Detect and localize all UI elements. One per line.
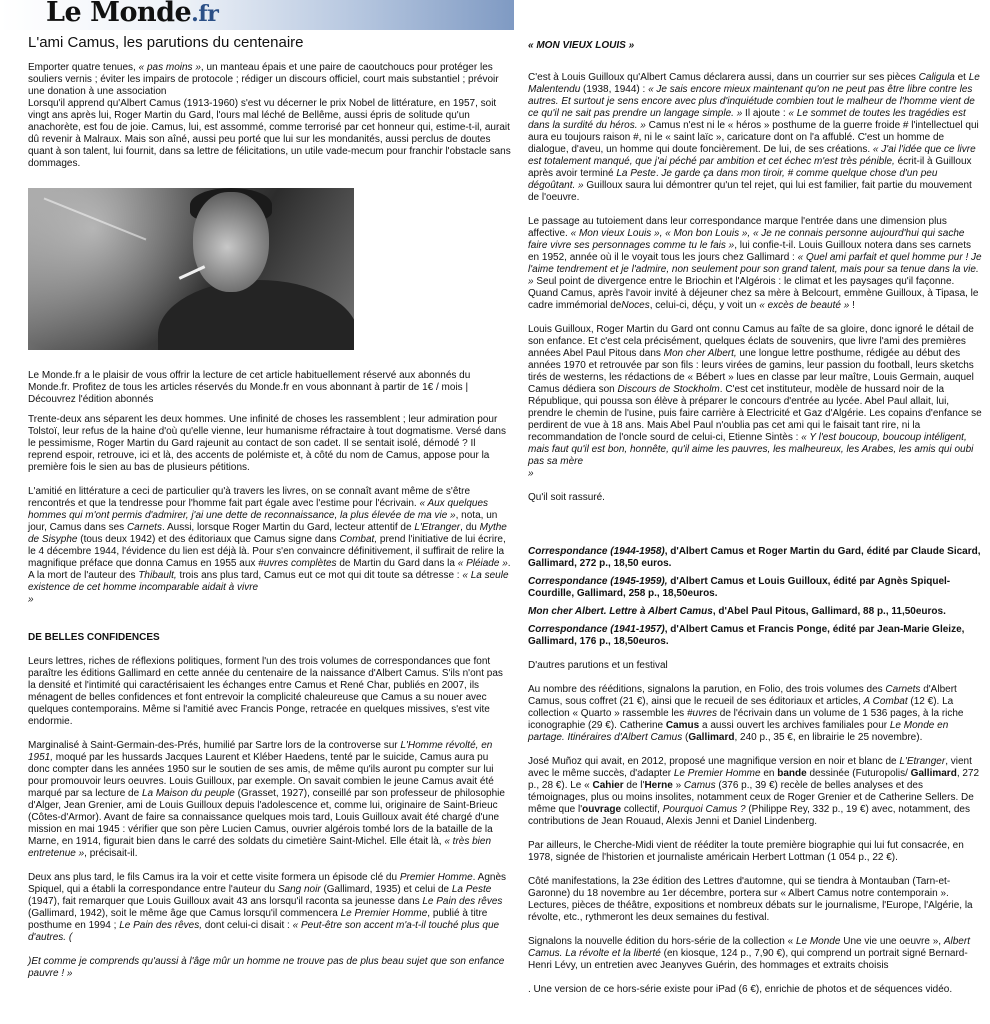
text-run: , vient avec le même succès, d'adapter	[528, 756, 972, 779]
text-run: Louis Guilloux, Roger Martin du Gard ont connu Camus au faîte de sa gloire, donc ignoré le détail de son enfance. Et c'est cela précisément, quelques éclats de souvenirs, que livre l'ami des premières années Abel Paul Pitous dans	[528, 324, 974, 359]
masthead	[0, 0, 514, 30]
text-run: (	[682, 732, 689, 743]
text-run: , d'Albert Camus et Francis Ponge, édité par Jean-Marie Gleize, Gallimard, 176 p., 18,50euros.	[528, 624, 965, 647]
text-run: Combat,	[339, 534, 378, 545]
bibliography-entry	[528, 576, 984, 600]
text-run: . Une version de ce hors-série existe pour iPad (6 €), enrichie de photos et de séquences vidéo.	[528, 984, 953, 995]
text-run: Correspondance (1945-1959),	[528, 576, 668, 587]
paragraph	[528, 684, 984, 744]
text-run: a aussi ouvert les archives familiales pour	[699, 720, 890, 731]
text-run: Deux ans plus tard, le fils Camus ira la voir et cette visite formera un épisode clé du	[28, 872, 400, 883]
text-run: prend l'initiative de lui écrire, le 4 décembre 1944, l'évidence du lien est déjà là. Pour s'en convaincre définitivement, il suffirait de relire la magnifique préface que donna Camus en 1955 aux	[28, 534, 506, 569]
paragraph	[528, 840, 984, 864]
text-run: de l'	[623, 780, 645, 791]
text-run: #uvres complètes	[258, 558, 337, 569]
text-run: (en kiosque, 124 p., 7,90 €), qui comprend un portrait signé Bernard-Henri Lévy, un entretien avec Jeanyves Guérin, des hommages et extraits choisis	[528, 948, 968, 971]
text-run: L'Etranger	[414, 522, 461, 533]
text-run: Côté manifestations, la 23e édition des Lettres d'automne, qui se tiendra à Montauban (Tarn-et-Garonne) du 18 novembre au 1er décembre, portera sur « Albert Camus notre contemporain ». Lectures, pièces de théâtre, expositions et nombreux débats sur le journalisme, l'Europe, l'Algérie, la révolte, etc., rythmeront les deux semaines du festival.	[528, 876, 973, 923]
text-run: Leurs lettres, riches de réflexions politiques, forment l'un des trois volumes de correspondances que font paraître les éditions Gallimard en cette année du centenaire de la naissance d'Albert Camus. S'ils n'ont pas la densité et l'intimité qui caractérisaient les échanges entre Camus et René Char, publiés en 2007, ils ménagent de belles confidences et font entrevoir la complicité chaleureuse que Camus a su nouer avec quelques contemporains. Même si l'amitié avec Francis Ponge, retracée en quelques missives, s'est vite endormie.	[28, 656, 503, 727]
text-run: , celui-ci, déçu, y voit un	[649, 300, 760, 311]
text-run: Mon cher Albert. Lettre à Albert Camus	[528, 606, 713, 617]
text-run: Seul point de divergence entre le Briochin et l'Algérois : le climat et les paysages qu'il façonne. Quand Camus, après l'avoir invité à déjeuner chez sa mère à Belcourt, emmène Guilloux, à Tipasa, le cadre immémorial de	[528, 276, 979, 311]
text-run: . Aussi, lorsque Roger Martin du Gard, lecteur attentif de	[161, 522, 415, 533]
body-section-1	[28, 414, 512, 618]
text-run: (tous deux 1942) et des éditoriaux que Camus signe dans	[77, 534, 340, 545]
body-section-2	[28, 656, 512, 992]
text-run: (Gallimard, 1935) et celui de	[320, 884, 452, 895]
text-run: , 272 p., 28 €). Le «	[528, 768, 980, 791]
text-run: Sang noir	[277, 884, 321, 895]
text-run: Cahier	[592, 780, 624, 791]
left-column	[28, 34, 512, 992]
text-run: , précisait-il.	[84, 848, 138, 859]
text-run: (1938, 1944) :	[580, 84, 649, 95]
text-run: Discours de Stockholm	[617, 384, 720, 395]
text-run: )Et comme je comprends qu'aussi à l'âge mûr un homme ne trouve pas de plus beau sujet que son enfance pauvre ! »	[28, 956, 505, 979]
text-run: « Je sais encore mieux maintenant qu'on ne peut pas être libre contre les autres. Et surtout je sens encore avec plus d'inquiétude combien tout le malheur de l'homme vient de ce qu'il ne sait pas prendre un langage simple. »	[528, 84, 975, 119]
paragraph	[28, 594, 512, 606]
subscriber-caption: Le Monde.fr a le plaisir de vous offrir la lecture de cet article habituellement réservé aux abonnés du Monde.fr. Profitez de tous les articles réservés du Monde.fr en vous abonnant à partir de 1€ / mois | Découvrez l'édition abonnés	[28, 370, 471, 405]
text-run: Marginalisé à Saint-Germain-des-Prés, humilié par Sartre lors de la controverse sur	[28, 740, 401, 751]
article-title: L'ami Camus, les parutions du centenaire	[28, 34, 304, 51]
text-run: L'amitié en littérature a ceci de particulier qu'à travers les livres, on se connaît avant même de s'être rencontrés et que la tendresse pour l'homme fait part égale avec l'estime pour l'écrivain.	[28, 486, 471, 509]
text-run: Le Premier Homme	[673, 768, 761, 779]
text-run: . Agnès Spiquel, qui a établi la correspondance entre l'auteur du	[28, 872, 506, 895]
paragraph	[528, 216, 984, 312]
logo-text: Le Monde	[46, 0, 192, 28]
text-run: « La seule existence de cet homme incomparable aidait à vivre	[28, 570, 509, 593]
text-run: de Martin du Gard dans la	[336, 558, 458, 569]
text-run: « excès de beauté »	[759, 300, 850, 311]
text-run: .	[655, 168, 662, 179]
paragraph	[28, 656, 512, 728]
text-run: , d'Abel Paul Pitous, Gallimard, 88 p., 11,50euros.	[712, 606, 946, 617]
text-run: Albert Camus. La révolte et la liberté	[528, 936, 970, 959]
text-run: Guilloux saura lui démontrer qu'un tel rejet, qui lui est familier, fait partie du mouvement de l'oeuvre.	[528, 180, 972, 203]
bibliography-entry	[528, 624, 984, 648]
text-run: Je garde ça dans mon tiroir, # comme quelque chose d'un peu dégoûtant. »	[528, 168, 938, 191]
text-run: (1947), fait remarquer que Louis Guilloux avait 43 ans lorsqu'il raconta sa jeunesse dans	[28, 896, 423, 907]
text-run: Noces	[621, 300, 650, 311]
text-run: , d'Albert Camus et Roger Martin du Gard, édité par Claude Sicard, Gallimard, 272 p., 18,50 euros.	[528, 546, 981, 569]
text-run: Thibault,	[138, 570, 177, 581]
text-run: dont celui-ci disait :	[202, 920, 293, 931]
bibliography-entry	[528, 546, 984, 570]
body-section-3	[528, 72, 984, 516]
text-run: Camus	[665, 720, 700, 731]
text-run: Le passage au tutoiement dans leur correspondance marque l'entrée dans une dimension plus affective.	[528, 216, 947, 239]
text-run: , nota, un jour, Camus dans ses	[28, 510, 498, 533]
text-run: . C'est cet instituteur, modèle de hussard noir de la République, qui poussa son élève à préparer le concours d'entrée au lycée. Abel Paul allait, lui, prendre le chemin de l'usine, puis faire carrière à Electricité et Gaz d'Algérie. Les copains d'enfance se perdirent de vue à 18 ans. Mais Abel Paul n'oublia pas cet ami qui le faisait tant rire, ni la recommandation de l'oncle sourd de celui-ci, Etienne Sintès :	[528, 384, 982, 443]
text-run: moqué par les hussards Jacques Laurent et Kléber Haedens, tenté par le suicide, Camus aura pu donc compter dans les années 1950 sur le soutien de ses amis, de même qu'ils auront pu compter sur lui pour promouvoir leurs oeuvres. Louis Guilloux, par exemple. On savait combien le jeune Camus avait été marqué par sa lecture de	[28, 752, 494, 799]
text-run: collectif,	[621, 804, 663, 815]
text-run: !	[849, 300, 855, 311]
section-heading-mon-vieux-louis: « MON VIEUX LOUIS »	[528, 40, 635, 51]
text-run: « Le sommet de toutes les tragédies est dans la surdité du héros. »	[528, 108, 966, 131]
paragraph	[28, 62, 512, 98]
text-run: Camus	[683, 780, 716, 791]
text-run: Caligula	[918, 72, 955, 83]
text-run: en	[760, 768, 778, 779]
text-run: « Y l'est boucoup, boucoup intéligent, mais faut qu'il est bon, honnête, qu'il aime les pauvres, les malheureux, les Arabes, les amis qui oubi pas sa mère	[528, 432, 974, 467]
text-run: de l'écrivain dans un volume de 1 536 pages, à la riche iconographie (29 €). Catherine	[528, 708, 964, 731]
text-run: « Mon vieux Louis », « Mon bon Louis », « Je ne connais personne aujourd'hui qui sache faire vivre ses personnages comme tu le fais »	[528, 228, 965, 251]
text-run: Mythe de Sisyphe	[28, 522, 507, 545]
text-run: d'Albert Camus et Louis Guilloux, édité par Agnès Spiquel-Courdille, Gallimard, 258 p., 18,50euros.	[528, 576, 951, 599]
text-run: « Quel ami parfait et quel homme pur ! Je l'aime tendrement et je l'admire, non seulement pour son grand talent, mais pour sa tenue dans la vie. »	[528, 252, 982, 287]
text-run: , du	[460, 522, 480, 533]
text-run: dessinée (Futuropolis/	[806, 768, 911, 779]
paragraph	[528, 876, 984, 924]
text-run: , 240 p., 35 €, en librairie le 25 novembre).	[734, 732, 923, 743]
paragraph	[28, 740, 512, 860]
paragraph	[528, 660, 984, 672]
text-run: Qu'il soit rassuré.	[528, 492, 605, 503]
paragraph	[528, 936, 984, 972]
text-run: Herne	[644, 780, 673, 791]
text-run: (12 €). La collection « Quarto » rassemble les	[528, 696, 954, 719]
text-run: »	[28, 594, 34, 605]
paragraph	[528, 324, 984, 468]
text-run: C'est à Louis Guilloux qu'Albert Camus déclarera aussi, dans un courrier sur ses pièces	[528, 72, 919, 83]
text-run: »	[528, 468, 534, 479]
right-column	[528, 40, 984, 1008]
bibliography-entry	[528, 606, 984, 618]
text-run: Trente-deux ans séparent les deux hommes. Une infinité de choses les rassemblent ; leur admiration pour Tolstoï, leur refus de la haine d'où qu'elle vienne, leur humanisme réfractaire à tout dogmatisme. Versé dans le pessimisme, Roger Martin du Gard rajeunit au contact de son cadet. Il se sentait isolé, démodé ? Il reprend espoir, retrouve, ici et là, des accents de polémiste et, à côté du nom de Camus, appose pour la première fois le sien au bas de plusieurs pétitions.	[28, 414, 506, 473]
text-run: . A la mort de l'auteur des	[28, 558, 511, 581]
text-run: Correspondance (1941-1957)	[528, 624, 665, 635]
text-run: Le Pain des rêves,	[119, 920, 203, 931]
text-run: Mon cher Albert,	[663, 348, 737, 359]
text-run: Au nombre des rééditions, signalons la parution, en Folio, des trois volumes des	[528, 684, 886, 695]
text-run: (Philippe Rey, 332 p., 19 €) avec, notamment, des contributions de Jean Rouaud, Alexis Jenni et Daniel Lindenberg.	[528, 804, 970, 827]
text-run: L'Etranger	[899, 756, 946, 767]
section-heading-confidences: DE BELLES CONFIDENCES	[28, 632, 160, 643]
text-run: Par ailleurs, le Cherche-Midi vient de rééditer la toute première biographie qui lui fut consacrée, en 1978, signée de l'historien et journaliste américain Herbert Lottman (1 054 p., 22 €).	[528, 840, 964, 863]
text-run: bande	[777, 768, 807, 779]
text-run: une longue lettre posthume, rédigée au début des années 1970 et retrouvée par son fils : leurs virées de gamins, leur passion du football, leurs sketchs tirés de westerns, les rédactions de « Bébert » lues en classe par leur maître, Louis Germain, auquel Camus dédiera son	[528, 348, 974, 395]
text-run: (376 p., 39 €) recèle de belles analyses et des témoignages, plus ou moins insolites, notamment ceux de Roger Grenier et de Catherine Sellers. De même que l'	[528, 780, 974, 815]
text-run: #uvres	[686, 708, 717, 719]
paragraph	[528, 72, 984, 204]
text-run: Gallimard	[910, 768, 957, 779]
paragraph	[28, 872, 512, 944]
text-run: Il ajoute :	[742, 108, 789, 119]
text-run: La Maison du peuple	[141, 788, 235, 799]
paragraph	[528, 492, 984, 504]
camus-photo	[28, 188, 354, 350]
text-run: Le Pain des rêves	[422, 896, 503, 907]
text-run: L'Homme révolté, en 1951,	[28, 740, 493, 763]
text-run: « pas moins »	[138, 62, 201, 73]
paragraph	[528, 756, 984, 828]
text-run: , un manteau épais et une paire de caoutchoucs pour protéger les souliers vernis ; éviter les impairs de protocole ; rédiger un discours officiel, court mais substantiel ; prévoir une donation à une association	[28, 62, 499, 97]
text-run: Premier Homme	[399, 872, 473, 883]
text-run: Une vie une oeuvre »,	[840, 936, 944, 947]
text-run: « J'ai l'idée que ce livre est totalement manqué, que j'ai péché par ambition et cet échec m'est très pénible,	[528, 144, 976, 167]
paragraph	[28, 956, 512, 980]
text-run: Carnets	[126, 522, 162, 533]
text-run: « Peut-être son accent m'a-t-il touché plus que d'autres. (	[28, 920, 500, 943]
paragraph	[528, 468, 984, 480]
text-run: Emporter quatre tenues,	[28, 62, 139, 73]
text-run: , publié à titre posthume en 1994 ;	[28, 908, 488, 931]
text-run: »	[672, 780, 684, 791]
text-run: écrit-il à Guilloux après avoir terminé	[528, 156, 972, 179]
text-run: (Gallimard, 1942), soit le même âge que Camus lorsqu'il commencera	[28, 908, 341, 919]
text-run: « Pléiade »	[457, 558, 508, 569]
text-run: ouvrage	[582, 804, 622, 815]
logo-suffix: .fr	[191, 1, 219, 27]
text-run: « Aux quelques hommes qui m'ont permis d'admirer, j'ai une dette de reconnaissance, la plus élevée de ma vie »	[28, 498, 489, 521]
text-run: Le Monde en partage. Itinéraires d'Albert Camus	[528, 720, 949, 743]
body-section-4	[528, 660, 984, 1008]
le-monde-logo[interactable]	[46, 0, 218, 30]
text-run: d'Albert Camus, sous coffret (21 €), ainsi que le recueil de ses éditoriaux et articles,	[528, 684, 957, 707]
text-run: Lorsqu'il apprend qu'Albert Camus (1913-1960) s'est vu décerner le prix Nobel de littérature, en 1957, soit vingt ans après lui, Roger Martin du Gard, l'ours mal léché de Bellême, aussi épris de solitude qu'un anachorète, est fou de joie. Camus, lui, est assommé, comme terrorisé par cet honneur qui, estime-t-il, aurait dû revenir à Malraux. Mais son aîné, aussi peu porté que lui sur les mondanités, aussi perclus de doutes quant à son talent, lui fournit, dans sa lettre de félicitations, un utile vade-mecum pour franchir l'obstacle sans dommages.	[28, 98, 511, 169]
paragraph	[528, 984, 984, 996]
bibliography	[528, 546, 984, 660]
text-run: Gallimard	[688, 732, 735, 743]
text-run: Signalons la nouvelle édition du hors-série de la collection «	[528, 936, 796, 947]
paragraph	[28, 414, 512, 474]
text-run: (Grasset, 1927), conseillé par son professeur de philosophie d'Alger, Jean Grenier, ami de Louis Guilloux depuis l'adolescence et, comme lui, originaire de Saint-Brieuc (Côtes-d'Armor). Avant de faire sa connaissance quelques mois tard, Louis Guilloux avait été chargé d'une mission en mai 1945 : vérifier que son père Lucien Camus, ouvrier algérois tombé lors de la bataille de la Marne, en 1914, figurait bien dans le carré des soldats du cimetière Saint-Michel. Elle était là,	[28, 788, 505, 847]
text-run: José Muñoz qui avait, en 2012, proposé une magnifique version en noir et blanc de	[528, 756, 900, 767]
paragraph	[28, 486, 512, 594]
text-run: Le Monde	[795, 936, 841, 947]
text-run: Correspondance (1944-1958)	[528, 546, 665, 557]
paragraph	[28, 98, 512, 170]
text-run: « très bien entretenue »	[28, 836, 492, 859]
text-run: et	[954, 72, 969, 83]
intro-paragraphs	[28, 62, 512, 182]
text-run: A Combat	[863, 696, 908, 707]
text-run: Carnets	[885, 684, 921, 695]
text-run: Le Malentendu	[528, 72, 980, 95]
text-run: Pourquoi Camus ?	[662, 804, 746, 815]
text-run: D'autres parutions et un festival	[528, 660, 668, 671]
text-run: , lui confie-t-il. Louis Guilloux notera dans ses carnets en 1952, année où il le voyait tous les jours chez Gallimard :	[528, 240, 972, 263]
text-run: La Peste	[616, 168, 656, 179]
text-run: trois ans plus tard, Camus eut ce mot qui dit toute sa détresse :	[176, 570, 463, 581]
text-run: Camus n'est ni le « héros » posthume de la guerre froide # l'intellectuel qui aura eu toujours raison #, ni le « saint laïc », caricature dont on l'a affublé. C'est un homme de dialogue, d'aveu, un homme qui doute foncièrement. De lui, de ses créations.	[528, 120, 979, 155]
text-run: Le Premier Homme	[340, 908, 428, 919]
text-run: La Peste	[451, 884, 492, 895]
